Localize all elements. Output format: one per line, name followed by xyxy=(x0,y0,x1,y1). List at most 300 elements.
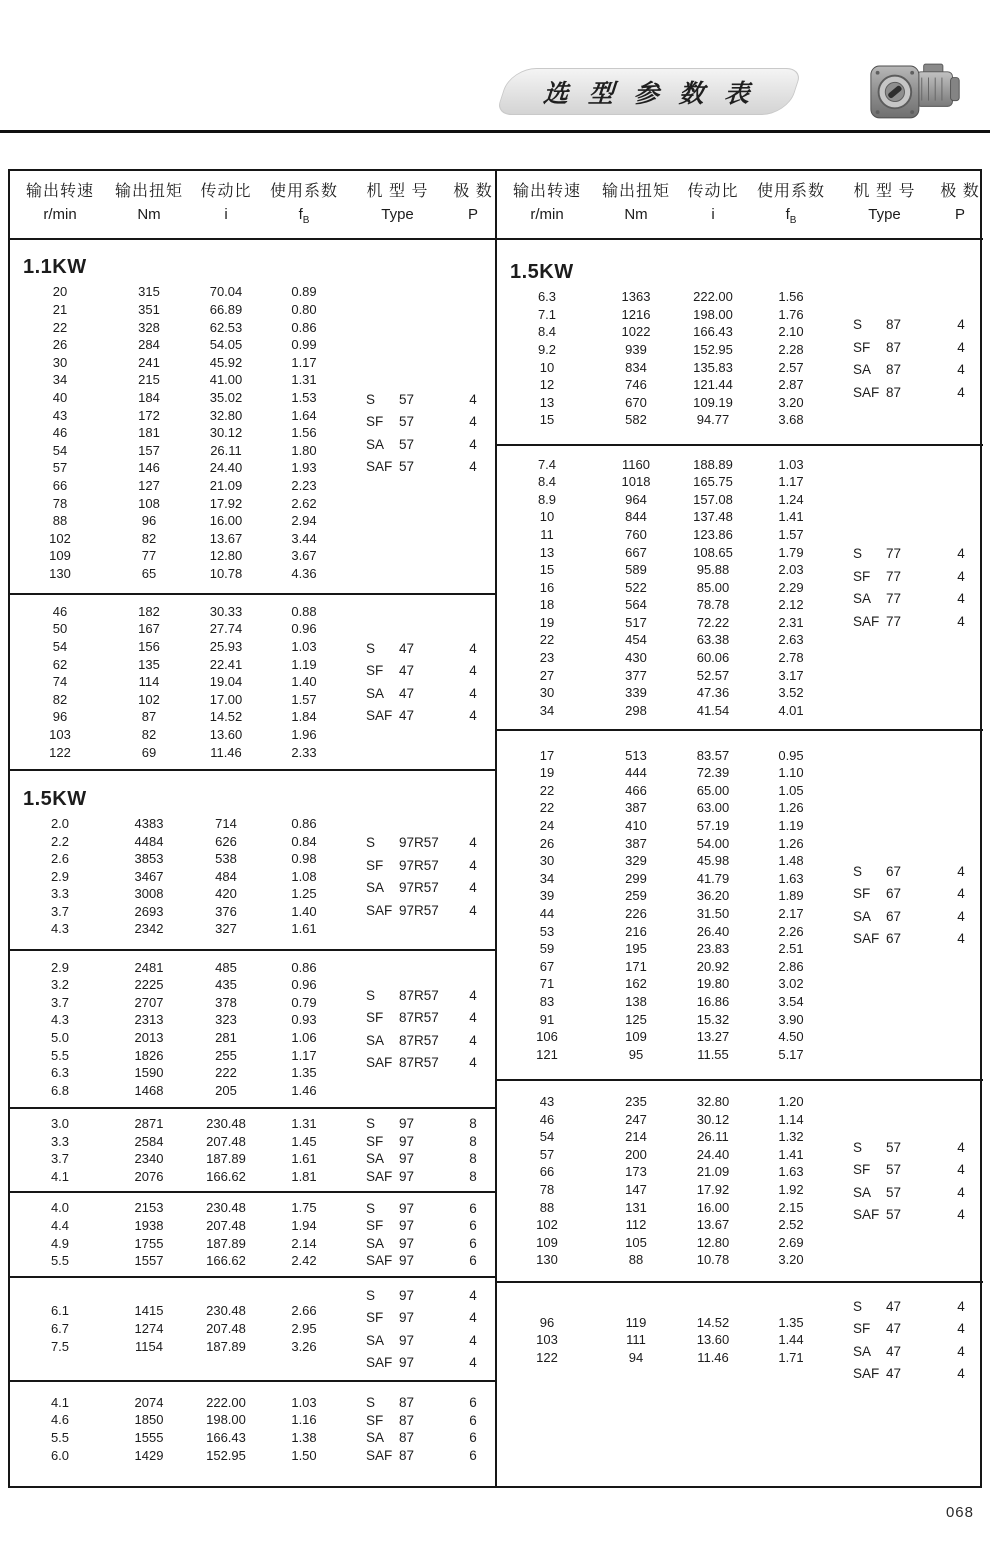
rows-grid xyxy=(10,1302,344,1355)
ratio-value: 135.83 xyxy=(693,359,733,375)
torque-value: 2225 xyxy=(134,977,164,993)
data-row xyxy=(497,1314,831,1332)
data-row xyxy=(10,1411,344,1429)
type-size: 97 xyxy=(399,1151,415,1167)
pole-value: 4 xyxy=(469,1010,477,1026)
types-col xyxy=(344,832,495,922)
torque-value: 513 xyxy=(625,747,647,763)
header-label-en xyxy=(264,204,344,232)
factor-value: 0.84 xyxy=(291,833,317,849)
factor-value: 1.35 xyxy=(291,1065,317,1081)
speed-value: 53 xyxy=(539,923,555,939)
speed-value: 130 xyxy=(49,565,71,581)
type-prefix: S xyxy=(853,546,863,562)
factor-value: 2.87 xyxy=(778,377,804,393)
gearmotor-image xyxy=(868,58,964,124)
data-row xyxy=(10,920,344,938)
type-prefix: SF xyxy=(366,414,384,430)
ratio-value: 30.33 xyxy=(209,603,243,619)
factor-value: 1.31 xyxy=(291,372,317,388)
type-size: 87R57 xyxy=(399,987,439,1003)
speed-value: 5.0 xyxy=(50,1030,70,1045)
factor-value: 2.95 xyxy=(291,1320,317,1336)
type-prefix: S xyxy=(366,1116,376,1132)
pole-value: 4 xyxy=(469,685,477,701)
type-label xyxy=(344,1253,451,1268)
factor-value: 2.10 xyxy=(778,324,804,340)
ratio-value: 35.02 xyxy=(209,390,243,406)
torque-value: 670 xyxy=(625,394,647,410)
torque-value: 105 xyxy=(625,1234,647,1250)
types-col xyxy=(831,860,983,950)
data-row xyxy=(497,508,831,526)
type-size: 47 xyxy=(886,1366,902,1382)
header-label-cn: 使用系数 xyxy=(756,183,825,200)
factor-value: 1.48 xyxy=(778,853,804,869)
speed-value: 10 xyxy=(539,359,555,375)
factor-value: 1.19 xyxy=(778,818,804,834)
factor-value: 2.62 xyxy=(291,495,317,511)
ratio-value: 17.00 xyxy=(209,691,243,707)
speed-value: 2.6 xyxy=(50,851,70,867)
torque-value: 2584 xyxy=(134,1133,164,1149)
torque-value: 167 xyxy=(138,621,160,637)
factor-value: 1.53 xyxy=(291,390,317,406)
speed-value: 4.9 xyxy=(50,1235,70,1251)
type-row xyxy=(344,1217,495,1235)
section-title: 1.1KW xyxy=(23,256,87,279)
type-label xyxy=(344,903,451,918)
speed-value: 78 xyxy=(52,495,68,511)
data-row xyxy=(10,1447,344,1465)
torque-value: 82 xyxy=(141,530,157,546)
type-label xyxy=(831,864,939,879)
table-segment xyxy=(10,771,495,951)
pole-value: 6 xyxy=(469,1200,477,1216)
type-size: 77 xyxy=(886,613,902,629)
header-label-cn: 极 数 xyxy=(940,183,980,200)
type-row xyxy=(344,1306,495,1329)
factor-value: 0.96 xyxy=(291,977,317,993)
types-col xyxy=(831,314,983,404)
torque-value: 564 xyxy=(625,597,647,613)
data-row xyxy=(10,565,344,583)
data-row xyxy=(10,603,344,621)
speed-value: 8.4 xyxy=(537,324,557,340)
speed-value: 7.1 xyxy=(537,306,557,322)
header-col-3 xyxy=(751,180,831,232)
data-row xyxy=(497,544,831,562)
data-row xyxy=(497,579,831,597)
speed-value: 9.2 xyxy=(537,341,557,357)
ratio-value: 23.83 xyxy=(696,941,730,957)
data-row xyxy=(497,1199,831,1217)
type-size: 57 xyxy=(886,1207,902,1223)
factor-value: 1.03 xyxy=(778,456,804,472)
torque-value: 96 xyxy=(141,513,157,529)
type-size: 57 xyxy=(399,436,415,452)
data-row xyxy=(10,424,344,442)
header-col-2 xyxy=(675,180,751,232)
torque-value: 964 xyxy=(625,491,647,507)
data-row xyxy=(10,815,344,833)
ratio-value: 54.05 xyxy=(209,337,243,353)
type-size: 57 xyxy=(886,1184,902,1200)
ratio-value: 32.80 xyxy=(209,407,243,423)
factor-value: 0.98 xyxy=(291,851,317,867)
torque-value: 2340 xyxy=(134,1151,164,1167)
factor-value: 1.26 xyxy=(778,800,804,816)
factor-value: 0.96 xyxy=(291,621,317,637)
torque-value: 1274 xyxy=(134,1320,164,1336)
pole-value: 4 xyxy=(957,384,965,400)
type-row xyxy=(344,1007,495,1030)
type-size: 97 xyxy=(399,1169,415,1185)
type-size: 77 xyxy=(886,591,902,607)
data-row xyxy=(497,817,831,835)
ratio-value: 41.54 xyxy=(696,702,730,718)
data-row xyxy=(497,1163,831,1181)
factor-value: 1.92 xyxy=(778,1182,804,1197)
data-row xyxy=(497,1028,831,1046)
ratio-value: 188.89 xyxy=(693,456,733,472)
torque-value: 2871 xyxy=(134,1116,164,1131)
type-row xyxy=(344,433,495,456)
speed-value: 122 xyxy=(536,1349,558,1365)
section-title: 1.5KW xyxy=(510,261,574,284)
types-col xyxy=(344,1284,495,1374)
factor-value: 1.03 xyxy=(291,1394,317,1410)
ratio-value: 63.00 xyxy=(696,800,730,816)
types-col xyxy=(831,543,983,633)
right-half xyxy=(497,171,983,1486)
torque-value: 171 xyxy=(625,958,647,974)
data-row xyxy=(497,561,831,579)
type-prefix: SF xyxy=(853,886,871,902)
type-prefix: S xyxy=(366,1200,376,1216)
data-row xyxy=(10,442,344,460)
type-size: 57 xyxy=(399,414,415,430)
ratio-value: 109.19 xyxy=(693,394,733,410)
torque-value: 3853 xyxy=(134,851,164,867)
torque-value: 146 xyxy=(138,460,160,476)
torque-value: 162 xyxy=(625,976,647,992)
ratio-value: 187.89 xyxy=(206,1235,246,1251)
ratio-value: 230.48 xyxy=(206,1116,246,1131)
header-label-cn: 传动比 xyxy=(200,183,252,200)
speed-value: 46 xyxy=(52,425,68,441)
data-row xyxy=(10,1320,344,1338)
title-banner xyxy=(495,68,802,115)
torque-value: 94 xyxy=(628,1349,644,1365)
ratio-value: 30.12 xyxy=(209,425,243,441)
type-size: 87 xyxy=(886,339,902,355)
ratio-value: 16.00 xyxy=(209,513,243,529)
pole-value: 8 xyxy=(469,1116,477,1132)
data-row xyxy=(497,870,831,888)
factor-value: 2.52 xyxy=(778,1217,804,1233)
factor-value: 1.41 xyxy=(778,1146,804,1162)
type-prefix: SAF xyxy=(853,384,880,400)
type-size: 47 xyxy=(886,1321,902,1337)
speed-value: 88 xyxy=(52,513,68,529)
header-col-2 xyxy=(188,180,264,232)
data-row xyxy=(497,1251,831,1269)
speed-value: 103 xyxy=(49,726,71,742)
speed-value: 30 xyxy=(539,853,555,869)
speed-value: 4.3 xyxy=(50,921,70,937)
ratio-value: 327 xyxy=(215,921,237,937)
data-row xyxy=(10,283,344,301)
data-row xyxy=(10,1429,344,1447)
type-size: 97 xyxy=(399,1133,415,1149)
speed-value: 23 xyxy=(539,650,555,666)
rows-grid xyxy=(497,288,831,429)
type-prefix: S xyxy=(366,391,376,407)
type-label xyxy=(344,459,451,474)
data-row xyxy=(497,940,831,958)
speed-value: 34 xyxy=(539,870,555,886)
factor-value: 1.56 xyxy=(778,289,804,305)
torque-value: 184 xyxy=(138,390,160,406)
speed-value: 6.7 xyxy=(50,1320,70,1336)
factor-value: 3.54 xyxy=(778,993,804,1009)
ratio-value: 12.80 xyxy=(209,548,243,564)
data-row xyxy=(10,1168,344,1186)
torque-value: 214 xyxy=(625,1129,647,1145)
speed-value: 54 xyxy=(52,639,68,655)
torque-value: 127 xyxy=(138,477,160,493)
header-label-en xyxy=(751,204,831,232)
type-size: 87 xyxy=(399,1412,415,1428)
pole-value: 4 xyxy=(469,857,477,873)
type-label xyxy=(344,1116,451,1131)
type-label xyxy=(831,362,939,377)
speed-value: 39 xyxy=(539,888,555,904)
data-row xyxy=(10,726,344,744)
type-row xyxy=(344,1150,495,1168)
data-block xyxy=(497,456,983,720)
data-block xyxy=(10,603,495,761)
type-row xyxy=(344,1199,495,1217)
rows-grid xyxy=(10,1394,344,1464)
data-row xyxy=(497,799,831,817)
type-label xyxy=(831,569,939,584)
table-segment xyxy=(497,1283,983,1486)
speed-value: 88 xyxy=(539,1199,555,1215)
ratio-value: 152.95 xyxy=(693,341,733,357)
ratio-value: 62.53 xyxy=(209,319,243,335)
speed-value: 3.0 xyxy=(50,1116,70,1131)
speed-value: 91 xyxy=(539,1011,555,1027)
ratio-value: 95.88 xyxy=(696,562,730,578)
torque-value: 4383 xyxy=(134,815,164,831)
factor-value: 3.67 xyxy=(291,548,317,564)
header-col-4 xyxy=(831,180,938,232)
data-row xyxy=(497,526,831,544)
factor-value: 1.17 xyxy=(291,354,317,370)
type-label xyxy=(344,437,451,452)
factor-value: 2.14 xyxy=(291,1235,317,1251)
speed-value: 3.7 xyxy=(50,903,70,919)
type-row xyxy=(344,1447,495,1465)
type-size: 97 xyxy=(399,1218,415,1234)
data-row xyxy=(497,958,831,976)
torque-value: 746 xyxy=(625,377,647,393)
header-label-cn: 机 型 号 xyxy=(366,183,429,200)
factor-value: 1.45 xyxy=(291,1133,317,1149)
speed-value: 3.3 xyxy=(50,886,70,902)
data-row xyxy=(10,1217,344,1235)
type-label xyxy=(344,641,451,656)
data-block xyxy=(10,815,495,938)
header-label-en: P xyxy=(467,206,478,223)
type-size: 57 xyxy=(886,1139,902,1155)
data-block xyxy=(10,1115,495,1185)
type-prefix: SAF xyxy=(366,708,393,724)
data-row xyxy=(10,477,344,495)
type-size: 87R57 xyxy=(399,1032,439,1048)
data-row xyxy=(497,764,831,782)
data-row xyxy=(10,1394,344,1412)
ratio-value: 281 xyxy=(215,1030,237,1045)
type-row xyxy=(344,1235,495,1253)
ratio-value: 83.57 xyxy=(696,747,730,763)
header-label-en: Type xyxy=(381,206,414,223)
ratio-value: 485 xyxy=(215,959,237,975)
type-size: 97R57 xyxy=(399,902,439,918)
factor-value: 1.10 xyxy=(778,765,804,781)
type-label xyxy=(344,880,451,895)
type-size: 67 xyxy=(886,908,902,924)
pole-value: 4 xyxy=(469,640,477,656)
type-size: 67 xyxy=(886,931,902,947)
torque-value: 2481 xyxy=(134,959,164,975)
speed-value: 57 xyxy=(539,1146,555,1162)
data-row xyxy=(497,1216,831,1234)
torque-value: 156 xyxy=(138,639,160,655)
ratio-value: 70.04 xyxy=(209,284,243,300)
table-segment xyxy=(10,951,495,1109)
data-block xyxy=(10,283,495,582)
torque-value: 339 xyxy=(625,685,647,701)
data-row xyxy=(10,1133,344,1151)
header-label-en: P xyxy=(954,206,965,223)
factor-value: 1.64 xyxy=(291,407,317,423)
factor-value: 1.75 xyxy=(291,1200,317,1216)
factor-value: 2.15 xyxy=(778,1199,804,1215)
data-row xyxy=(10,638,344,656)
ratio-value: 26.11 xyxy=(697,1129,729,1145)
ratio-value: 16.00 xyxy=(696,1199,730,1215)
data-block xyxy=(497,1093,983,1269)
pole-value: 4 xyxy=(469,414,477,430)
data-block xyxy=(10,1199,495,1269)
speed-value: 2.0 xyxy=(50,815,70,831)
type-label xyxy=(344,1218,451,1233)
pole-value: 4 xyxy=(469,459,477,475)
speed-value: 34 xyxy=(52,372,68,388)
table-segment xyxy=(497,731,983,1081)
ratio-value: 230.48 xyxy=(206,1200,246,1216)
factor-value: 4.50 xyxy=(778,1029,804,1045)
type-row xyxy=(344,1411,495,1429)
ratio-value: 41.79 xyxy=(696,870,730,886)
torque-value: 200 xyxy=(625,1146,647,1162)
pole-value: 4 xyxy=(957,1184,965,1200)
type-row xyxy=(344,411,495,434)
data-row xyxy=(10,530,344,548)
torque-value: 138 xyxy=(625,993,647,1009)
ratio-value: 137.48 xyxy=(693,509,733,525)
header-label-en: r/min xyxy=(530,206,564,223)
speed-value: 40 xyxy=(52,390,68,406)
speed-value: 7.4 xyxy=(537,456,557,472)
rows-grid xyxy=(10,815,344,938)
data-row xyxy=(497,614,831,632)
speed-value: 46 xyxy=(52,603,68,619)
speed-value: 6.3 xyxy=(50,1065,70,1081)
header-col-0 xyxy=(10,180,110,232)
rows-grid xyxy=(10,1199,344,1269)
data-row xyxy=(497,1181,831,1199)
ratio-value: 15.32 xyxy=(696,1011,730,1027)
torque-value: 466 xyxy=(625,782,647,798)
type-label xyxy=(344,988,451,1003)
type-size: 97 xyxy=(399,1253,415,1269)
data-row xyxy=(497,288,831,306)
header-label-cn: 极 数 xyxy=(453,183,493,200)
torque-value: 88 xyxy=(628,1252,644,1268)
pole-value: 4 xyxy=(469,1032,477,1048)
pole-value: 4 xyxy=(957,1321,965,1337)
speed-value: 4.4 xyxy=(50,1217,70,1233)
speed-value: 66 xyxy=(52,477,68,493)
factor-value: 3.90 xyxy=(778,1011,804,1027)
type-size: 97 xyxy=(399,1355,415,1370)
ratio-value: 255 xyxy=(215,1047,237,1063)
torque-value: 1755 xyxy=(134,1235,164,1251)
data-row xyxy=(10,994,344,1012)
header-label-cn: 输出扭矩 xyxy=(601,183,670,200)
type-size: 67 xyxy=(886,863,902,879)
speed-value: 121 xyxy=(536,1046,558,1062)
speed-value: 22 xyxy=(539,632,555,648)
torque-value: 2153 xyxy=(134,1200,164,1216)
types-col xyxy=(344,388,495,478)
type-label xyxy=(344,1413,451,1428)
factor-value: 0.86 xyxy=(291,319,317,335)
speed-value: 4.3 xyxy=(50,1012,70,1028)
pole-value: 6 xyxy=(469,1430,477,1446)
type-size: 87R57 xyxy=(399,1010,439,1026)
ratio-value: 152.95 xyxy=(206,1447,246,1463)
types-col xyxy=(831,1136,983,1226)
factor-value: 1.61 xyxy=(291,1151,317,1167)
speed-value: 34 xyxy=(539,702,555,718)
ratio-value: 27.74 xyxy=(209,621,243,637)
torque-value: 215 xyxy=(138,372,160,388)
speed-value: 26 xyxy=(539,835,555,851)
speed-value: 6.3 xyxy=(537,289,557,305)
speed-value: 62 xyxy=(52,656,68,672)
speed-value: 54 xyxy=(539,1129,555,1145)
type-label xyxy=(344,1395,451,1410)
torque-value: 172 xyxy=(138,407,160,423)
speed-value: 19 xyxy=(539,614,555,630)
factor-value: 3.52 xyxy=(778,685,804,701)
torque-value: 1557 xyxy=(134,1253,164,1269)
